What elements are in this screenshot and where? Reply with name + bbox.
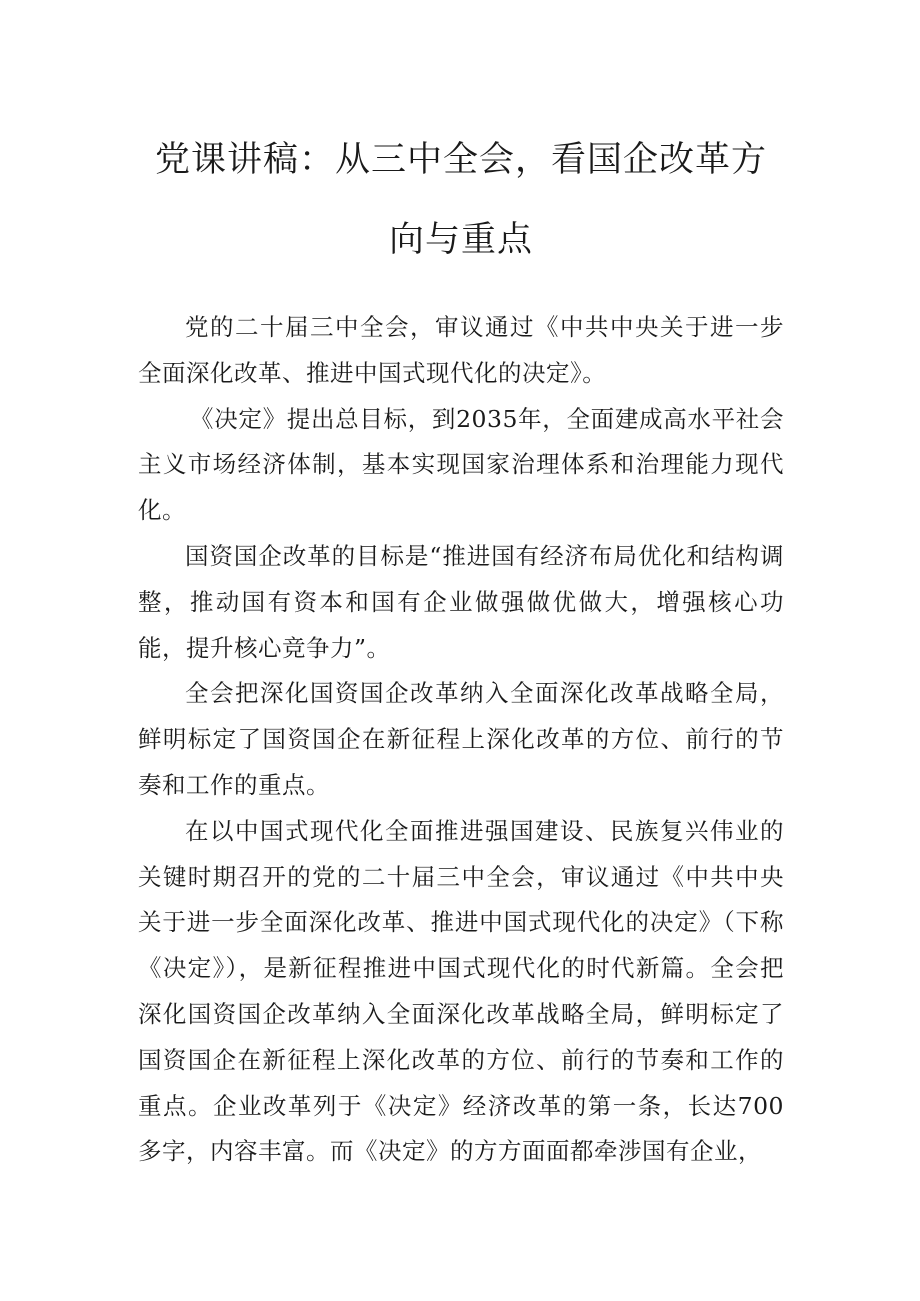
paragraph: 党的二十届三中全会，审议通过《中共中央关于进一步全面深化改革、推进中国式现代化的决定》。 (138, 313, 784, 387)
paragraph: 国资国企改革的目标是“推进国有经济布局优化和结构调整，推动国有资本和国有企业做强做优做大，增强核心功能，提升核心竞争力”。 (138, 541, 784, 662)
paragraph: 《决定》提出总目标，到2035年，全面建成高水平社会主义市场经济体制，基本实现国家治理体系和治理能力现代化。 (138, 404, 784, 525)
paragraph: 在以中国式现代化全面推进强国建设、民族复兴伟业的关键时期召开的党的二十届三中全会，审议通过《中共中央关于进一步全面深化改革、推进中国式现代化的决定》（下称《决定》），是新征程推进中国式现代化的时代新篇。全会把深化国资国企改革纳入全面深化改革战略全局，鲜明标定了国资国企在新征程上深化改革的方位、前行的节奏和工作的重点。企业改革列于《决定》经济改革的第一条，长达700多字，内容丰富。而《决定》的方方面面都牵涉国有企业， (138, 816, 784, 1166)
document-title: 党课讲稿：从三中全会，看国企改革方向与重点 (154, 140, 767, 260)
document-body (138, 305, 784, 1175)
paragraph: 全会把深化国资国企改革纳入全面深化改革战略全局，鲜明标定了国资国企在新征程上深化改革的方位、前行的节奏和工作的重点。 (138, 679, 784, 799)
